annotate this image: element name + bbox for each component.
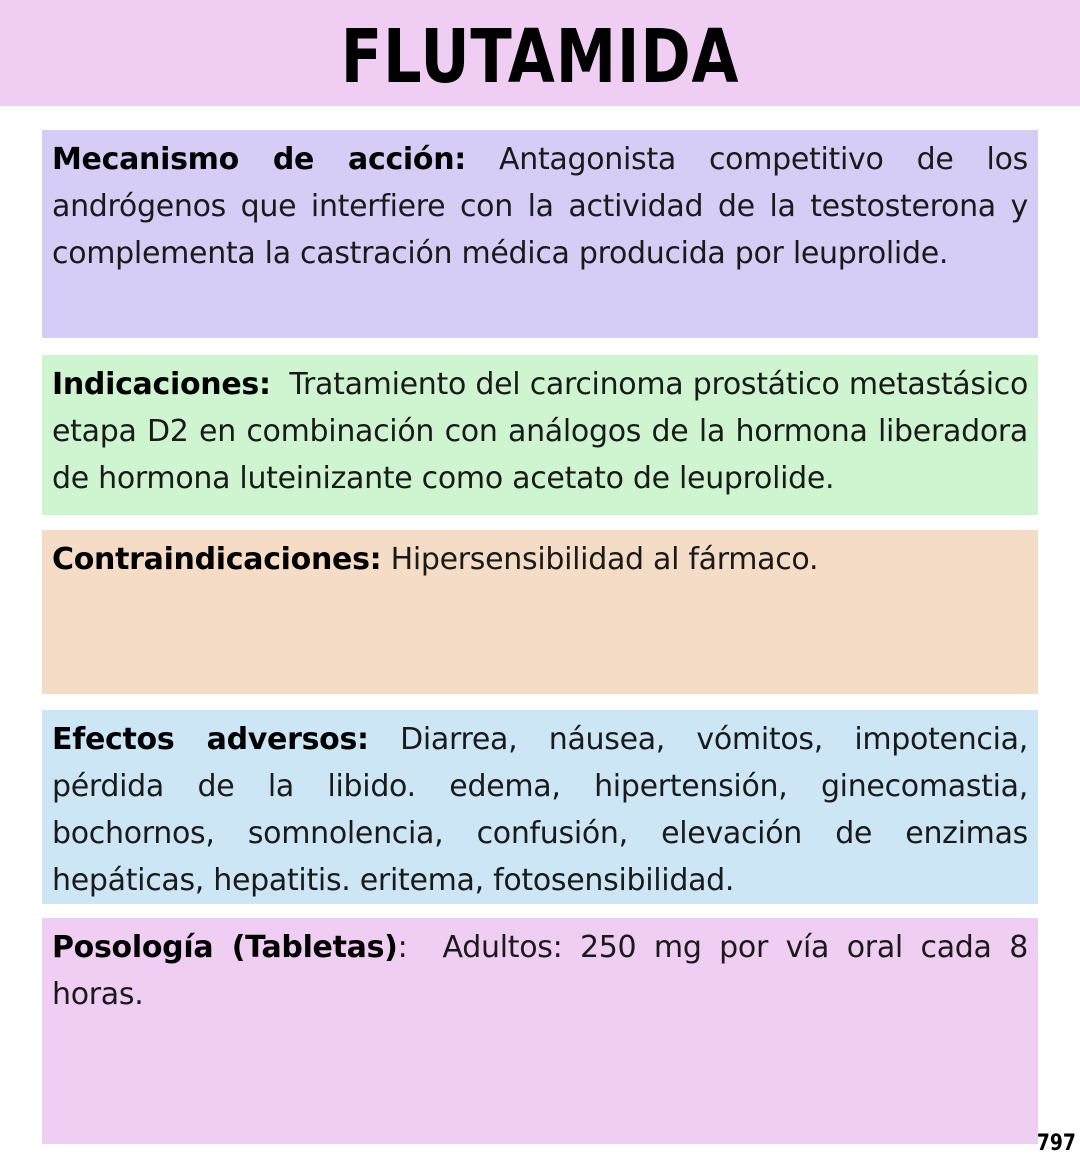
section-text-mecanismo: Antagonista competitivo de los andrógenos que interfiere con la actividad de la testosterona y complementa la castración médica producida por leuprolide. — [52, 142, 1028, 271]
section-text-contraindicaciones: Hipersensibilidad al fármaco. — [390, 542, 819, 577]
section-indicaciones — [42, 355, 1038, 515]
page-number: 797 — [1036, 1131, 1076, 1156]
section-text-efectos: Diarrea, náusea, vómitos, impotencia, pérdida de la libido. edema, hipertensión, ginecomastia, bochornos, somnolencia, confusión, elevación de enzimas hepáticas, hepatitis. eritema, fotosensibilidad. — [52, 722, 1028, 898]
section-label-suffix-posologia: : — [397, 930, 408, 965]
section-label-mecanismo: Mecanismo de acción: — [52, 142, 466, 177]
section-indicaciones-paragraph — [52, 361, 1028, 502]
title-banner — [0, 0, 1080, 106]
section-contraindicaciones — [42, 530, 1038, 694]
section-posologia — [42, 918, 1038, 1144]
section-efectos-paragraph — [52, 716, 1028, 904]
page-title: FLUTAMIDA — [340, 14, 740, 100]
section-contraindicaciones-paragraph — [52, 536, 1028, 583]
section-label-efectos: Efectos adversos: — [52, 722, 369, 757]
section-text-posologia: Adultos: 250 mg por vía oral cada 8 horas. — [52, 930, 1028, 1012]
section-posologia-paragraph — [52, 924, 1028, 1018]
section-label-indicaciones: Indicaciones: — [52, 367, 271, 402]
section-text-indicaciones: Tratamiento del carcinoma prostático metastásico etapa D2 en combinación con análogos de la hormona liberadora de hormona luteinizante como acetato de leuprolide. — [52, 367, 1028, 496]
section-mecanismo — [42, 130, 1038, 338]
section-mecanismo-paragraph — [52, 136, 1028, 277]
section-efectos-adversos — [42, 710, 1038, 904]
section-label-contraindicaciones: Contraindicaciones: — [52, 542, 382, 577]
section-label-posologia: Posología (Tabletas) — [52, 930, 398, 965]
